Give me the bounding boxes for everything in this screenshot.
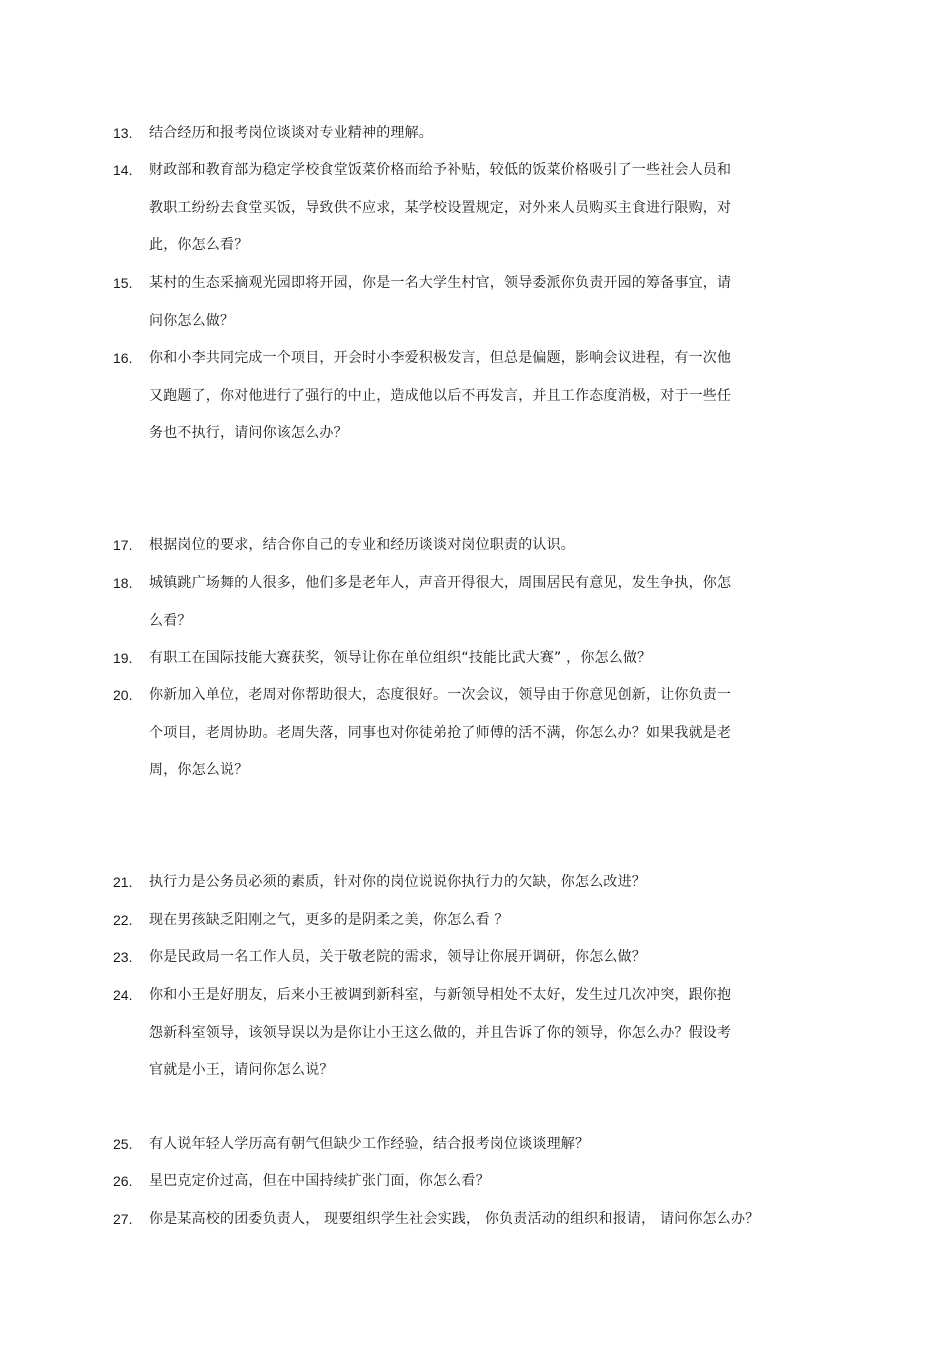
question-text-line: 问你怎么做？ [149, 313, 235, 329]
question-text-line: 执行力是公务员必须的素质，针对你的岗位说说你执行力的欠缺，你怎么改进？ [149, 874, 646, 890]
question-number: 13. [113, 125, 133, 141]
question-text-line: 你和小李共同完成一个项目，开会时小李爱积极发言，但总是偏题，影响会议进程，有一次他 [149, 350, 732, 366]
question-number: 19. [113, 650, 133, 666]
question-number: 25. [113, 1136, 133, 1152]
question-text-line: 教职工纷纷去食堂买饭，导致供不应求，某学校设置规定，对外来人员购买主食进行限购，对 [149, 200, 732, 216]
question-text-line: 城镇跳广场舞的人很多，他们多是老年人，声音开得很大，周围居民有意见，发生争执，你怎 [149, 575, 732, 591]
question-text-line: 周，你怎么说？ [149, 762, 249, 778]
question-number: 17. [113, 537, 133, 553]
question-text-line: 某村的生态采摘观光园即将开园，你是一名大学生村官，领导委派你负责开园的筹备事宜，请 [149, 275, 732, 291]
question-text-line: 你是某高校的团委负责人， 现要组织学生社会实践， 你负责活动的组织和报请， 请问你怎么办？ [149, 1211, 760, 1227]
question-number: 20. [113, 687, 133, 703]
question-text-line: 有职工在国际技能大赛获奖，领导让你在单位组织“技能比武大赛” ，你怎么做？ [149, 650, 652, 666]
question-text-line: 你和小王是好朋友，后来小王被调到新科室，与新领导相处不太好，发生过几次冲突，跟你抱 [149, 987, 732, 1003]
question-number: 27. [113, 1211, 133, 1227]
question-number: 23. [113, 949, 133, 965]
question-text-line: 此，你怎么看？ [149, 237, 249, 253]
question-text-line: 官就是小王，请问你怎么说？ [149, 1062, 334, 1078]
question-text-line: 么看？ [149, 613, 192, 629]
question-text-line: 个项目，老周协助。老周失落，同事也对你徒弟抢了师傅的活不满，你怎么办？如果我就是老 [149, 725, 732, 741]
question-text-line: 怨新科室领导，该领导误以为是你让小王这么做的，并且告诉了你的领导，你怎么办？假设考 [149, 1025, 732, 1041]
question-text-line: 你是民政局一名工作人员，关于敬老院的需求，领导让你展开调研，你怎么做？ [149, 949, 646, 965]
question-number: 15. [113, 275, 133, 291]
question-number: 24. [113, 987, 133, 1003]
question-number: 26. [113, 1173, 133, 1189]
question-text-line: 根据岗位的要求，结合你自己的专业和经历谈谈对岗位职责的认识。 [149, 537, 575, 553]
question-number: 18. [113, 575, 133, 591]
question-number: 21. [113, 874, 133, 890]
question-text-line: 又跑题了，你对他进行了强行的中止，造成他以后不再发言，并且工作态度消极，对于一些任 [149, 388, 732, 404]
question-number: 16. [113, 350, 133, 366]
question-number: 22. [113, 912, 133, 928]
question-number: 14. [113, 162, 133, 178]
question-text-line: 有人说年轻人学历高有朝气但缺少工作经验，结合报考岗位谈谈理解？ [149, 1136, 590, 1152]
question-text-line: 财政部和教育部为稳定学校食堂饭菜价格而给予补贴，较低的饭菜价格吸引了一些社会人员和 [149, 162, 732, 178]
question-text-line: 你新加入单位，老周对你帮助很大，态度很好。一次会议，领导由于你意见创新，让你负责一 [149, 687, 732, 703]
question-text-line: 务也不执行，请问你该怎么办？ [149, 425, 348, 441]
question-text-line: 结合经历和报考岗位谈谈对专业精神的理解。 [149, 125, 433, 141]
question-text-line: 现在男孩缺乏阳刚之气，更多的是阴柔之美，你怎么看 ？ [149, 912, 509, 928]
question-text-line: 星巴克定价过高，但在中国持续扩张门面，你怎么看？ [149, 1173, 490, 1189]
